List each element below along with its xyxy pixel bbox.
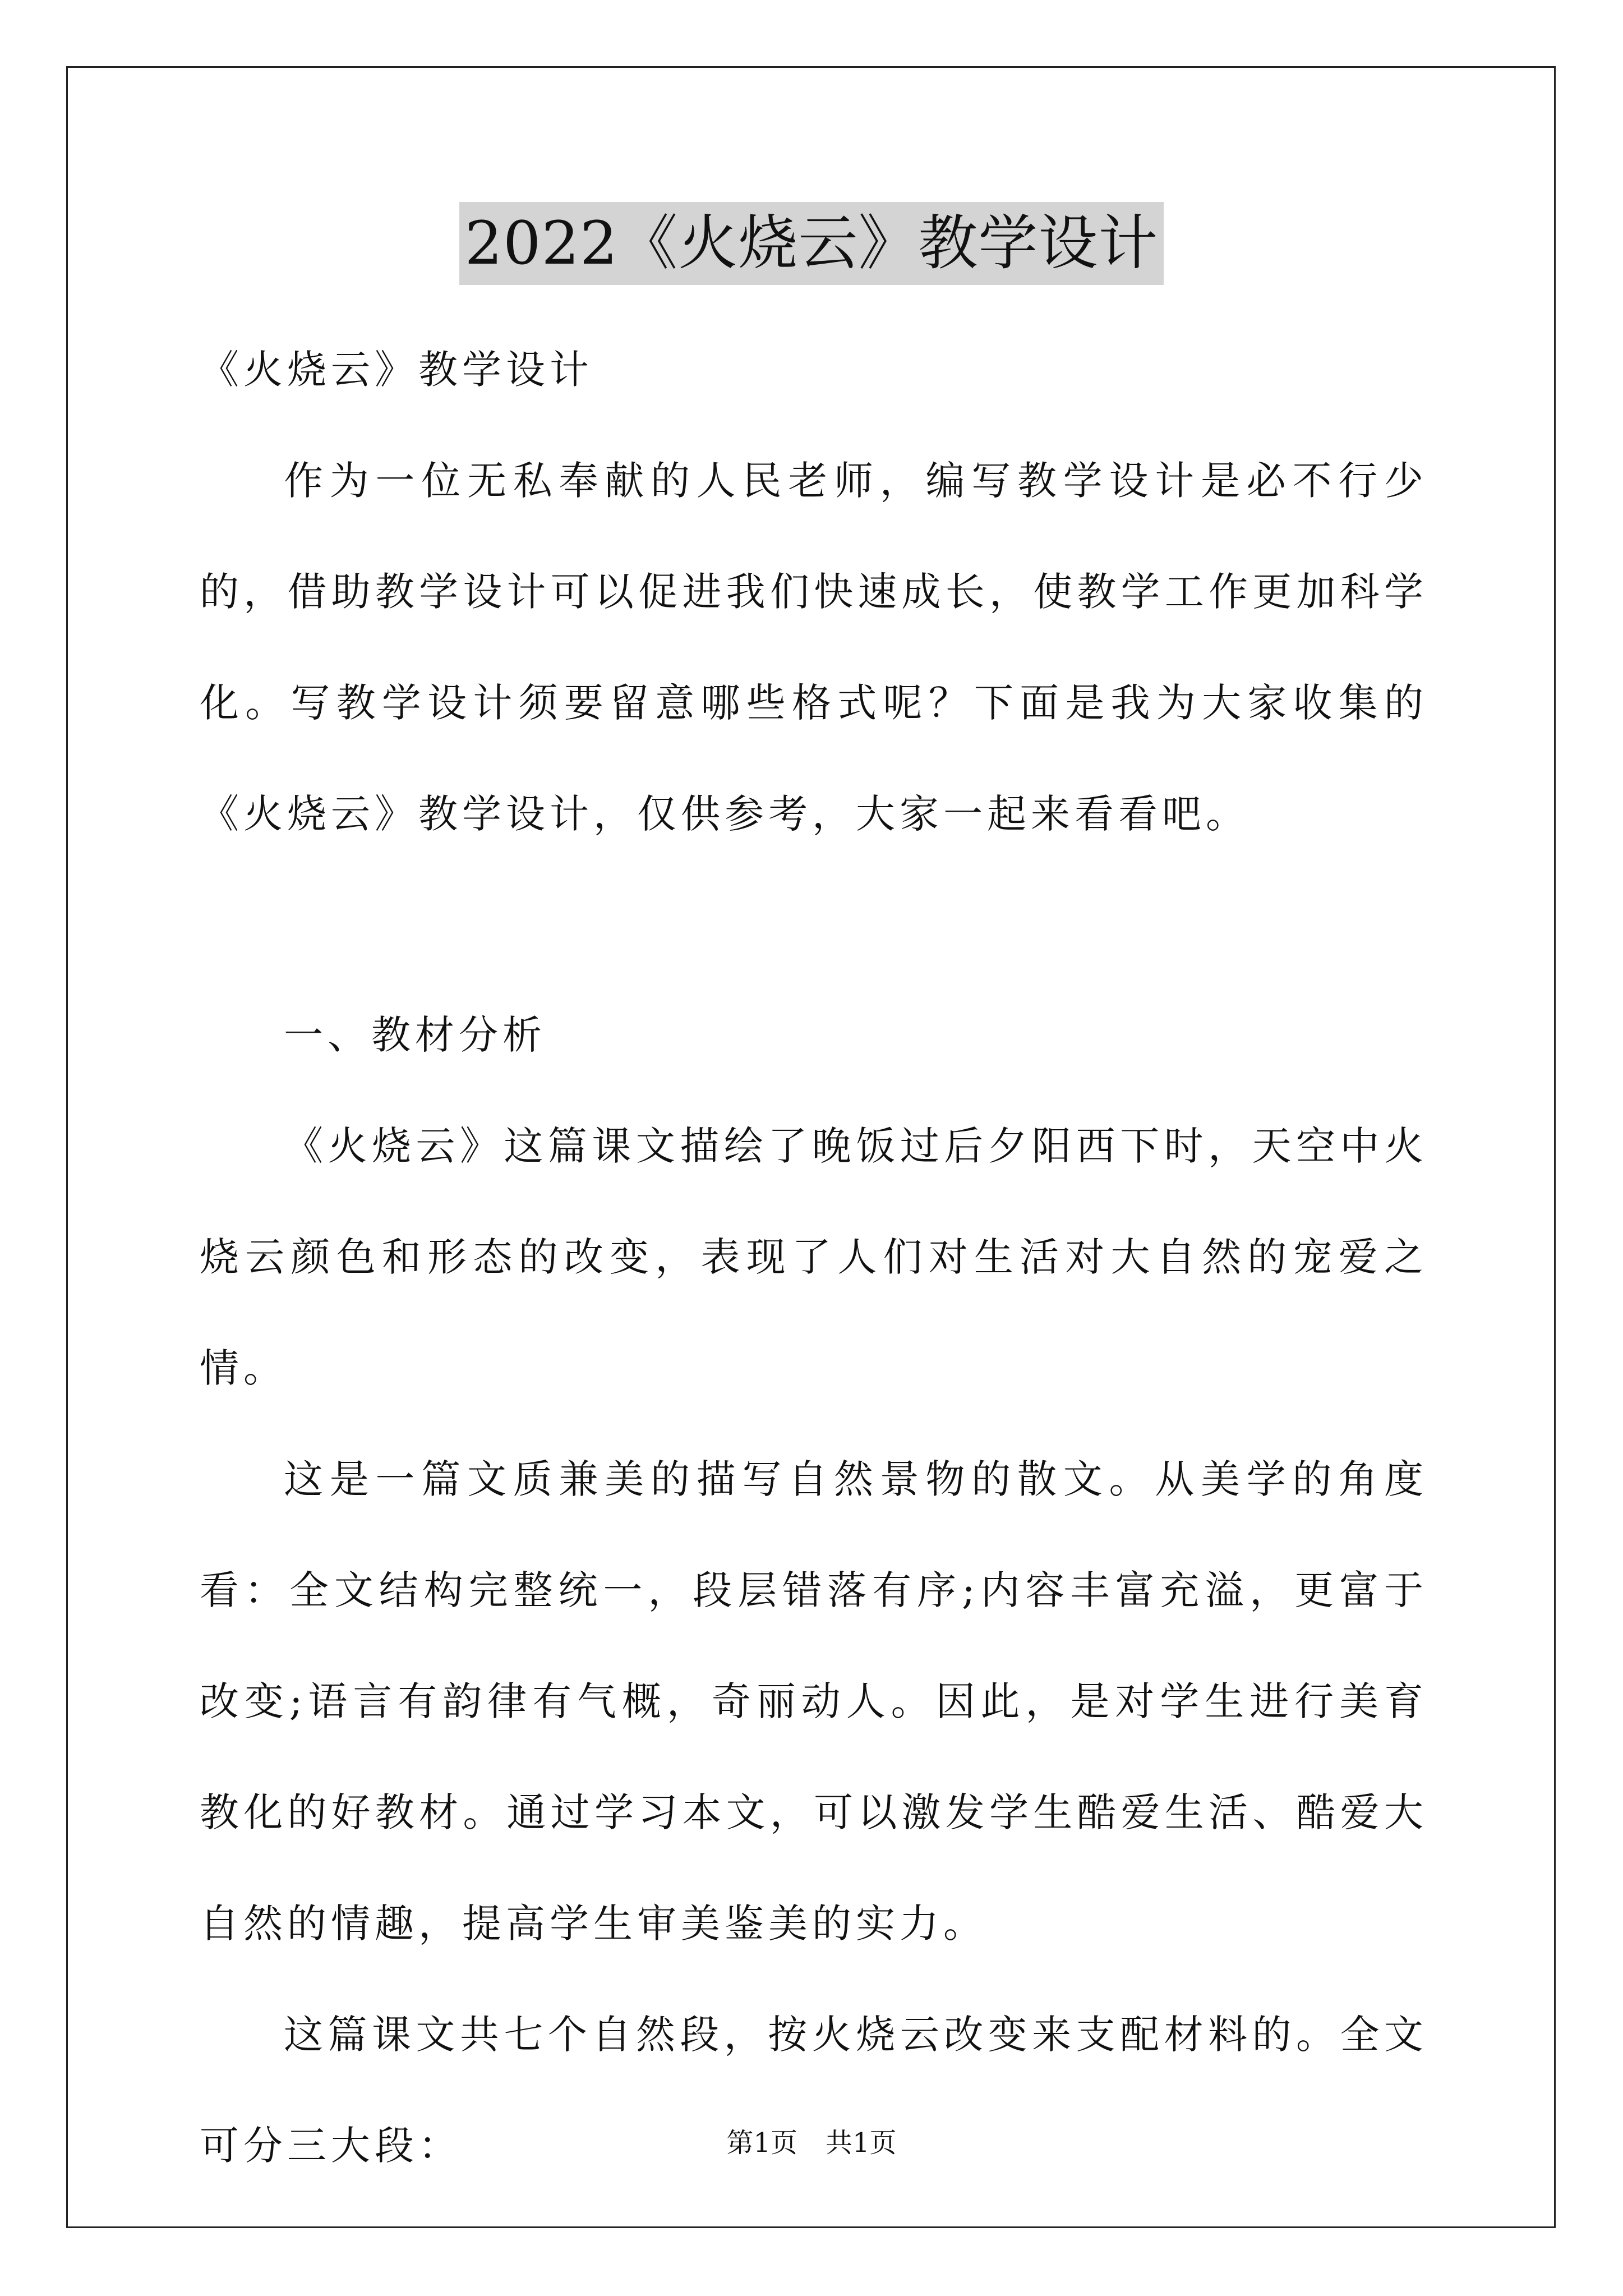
paragraph-gap	[200, 869, 1428, 979]
page-number-total: 共1页	[826, 2127, 897, 2159]
page-number-current: 第1页	[726, 2127, 797, 2159]
document-title: 2022《火烧云》教学设计	[459, 202, 1164, 285]
body-paragraph: 这是一篇文质兼美的描写自然景物的散文。从美学的角度看：全文结构完整统一，段层错落有序;内容丰富充溢，更富于改变;语言有韵律有气概，奇丽动人。因此，是对学生进行美育教化的好教材。通过学习本文，可以激发学生酷爱生活、酷爱大自然的情趣，提高学生审美鉴美的实力。	[200, 1456, 1428, 1947]
document-subtitle: 《火烧云》教学设计	[200, 347, 593, 393]
title-container	[0, 202, 1623, 285]
body-paragraph: 这篇课文共七个自然段，按火烧云改变来支配材料的。全文可分三大段：	[200, 2012, 1428, 2169]
body-paragraph: 《火烧云》这篇课文描绘了晚饭过后夕阳西下时，天空中火烧云颜色和形态的改变，表现了人们对生活对大自然的宠爱之情。	[200, 1123, 1428, 1391]
section-heading: 一、教材分析	[284, 1012, 546, 1058]
intro-paragraph: 作为一位无私奉献的人民老师，编写教学设计是必不行少的，借助教学设计可以促进我们快速成长，使教学工作更加科学化。写教学设计须要留意哪些格式呢？下面是我为大家收集的《火烧云》教学设计，仅供参考，大家一起来看看吧。	[200, 458, 1428, 837]
document-body	[200, 314, 1428, 2201]
page-footer	[0, 2126, 1623, 2160]
